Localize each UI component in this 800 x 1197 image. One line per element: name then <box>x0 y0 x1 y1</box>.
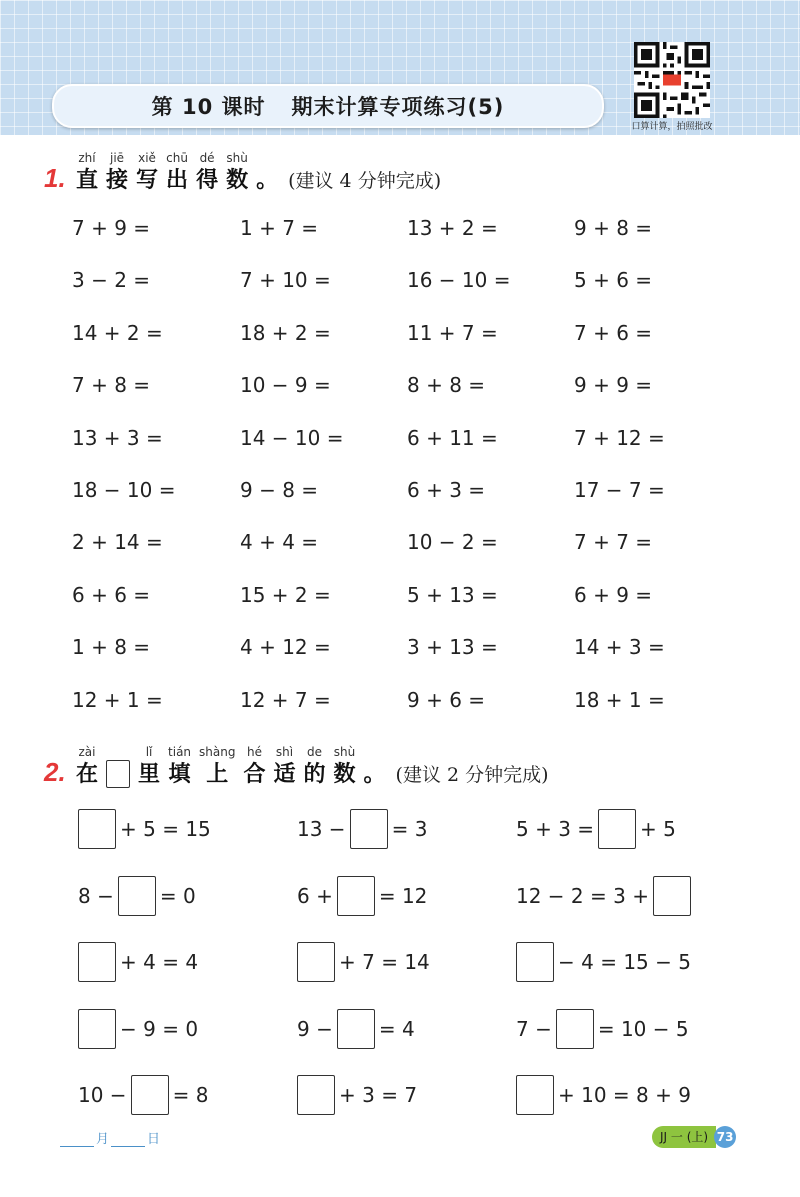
section1-title-char <box>166 150 188 196</box>
pinyin: lǐ <box>145 745 153 759</box>
calc-problem[interactable]: 4 + 12 = <box>240 635 331 660</box>
fill-blank-problem <box>78 875 196 917</box>
section-1-number: 1. <box>44 163 66 193</box>
hanzi: 直 <box>76 168 99 193</box>
calc-problem[interactable]: 18 + 2 = <box>240 320 331 345</box>
fill-blank-problem <box>78 808 211 850</box>
hanzi: 。 <box>256 168 279 193</box>
equation-text: 7 − <box>516 1016 552 1041</box>
qr-code-icon[interactable] <box>634 42 710 118</box>
fill-blank-problem <box>297 1074 417 1116</box>
hanzi: 合 <box>243 762 266 787</box>
section1-title-char <box>196 150 218 196</box>
equation-text: = 0 <box>159 883 196 908</box>
answer-box[interactable] <box>337 1009 375 1049</box>
section2-title-char <box>199 744 235 790</box>
answer-box[interactable] <box>516 942 554 982</box>
answer-box[interactable] <box>297 1075 335 1115</box>
lesson-label: 第 10 课时 <box>151 95 266 119</box>
calc-problem[interactable]: 7 + 12 = <box>574 425 665 450</box>
equation-text: = 12 <box>378 883 428 908</box>
fill-blank-problem <box>516 1008 689 1050</box>
answer-box[interactable] <box>78 942 116 982</box>
section-2-number: 2. <box>44 757 66 787</box>
answer-box[interactable] <box>350 809 388 849</box>
section1-title-char <box>136 150 158 196</box>
pinyin: xiě <box>138 151 156 165</box>
fill-blank-problem <box>297 808 427 850</box>
calc-problem[interactable]: 9 + 8 = <box>574 216 653 240</box>
hanzi: 的 <box>303 762 326 787</box>
section1-title-char <box>76 150 98 196</box>
fill-blank-problem <box>297 1008 415 1050</box>
hanzi: 填 <box>168 762 191 787</box>
calc-problem[interactable]: 7 + 6 = <box>574 320 653 345</box>
month-blank[interactable] <box>60 1132 94 1147</box>
month-label: 月 <box>96 1132 110 1147</box>
day-blank[interactable] <box>111 1132 145 1147</box>
calc-problem[interactable]: 9 − 8 = <box>240 478 319 502</box>
pinyin: jiē <box>109 151 125 165</box>
hanzi: 写 <box>136 168 159 193</box>
section-2-title <box>76 738 549 790</box>
answer-box[interactable] <box>516 1075 554 1115</box>
equation-text: 6 + <box>297 883 333 908</box>
hanzi: 数 <box>333 762 356 787</box>
section1-title-char <box>106 150 128 196</box>
equation-text: − 9 = 0 <box>120 1016 199 1041</box>
section2-title-char <box>168 744 191 790</box>
title-text: 期末计算专项练习(5) <box>291 95 505 119</box>
equation-text: = 4 <box>378 1016 415 1041</box>
calc-problem[interactable]: 5 + 6 = <box>574 268 653 293</box>
hanzi: 接 <box>106 168 129 193</box>
section2-title-char <box>138 744 160 790</box>
fill-blank-problem <box>516 875 695 917</box>
calc-problem[interactable]: 14 − 10 = <box>240 425 344 450</box>
fill-blank-problem <box>78 1074 208 1116</box>
equation-text: + 5 = 15 <box>120 817 211 841</box>
answer-box[interactable] <box>131 1075 169 1115</box>
equation-text: + 4 = 4 <box>120 950 199 974</box>
calc-problem[interactable]: 1 + 7 = <box>240 216 319 240</box>
equation-text: = 8 <box>172 1083 209 1107</box>
calc-problem[interactable]: 13 + 2 = <box>407 216 498 240</box>
calc-problem[interactable]: 7 + 9 = <box>72 216 151 240</box>
calc-problem[interactable]: 9 + 9 = <box>574 373 653 398</box>
equation-text: 8 − <box>78 883 114 908</box>
calc-problem[interactable]: 9 + 6 = <box>407 687 486 712</box>
hanzi: 数 <box>226 168 249 193</box>
pinyin: shì <box>275 745 294 759</box>
section-1-title <box>76 144 441 196</box>
date-field <box>58 1128 160 1147</box>
pinyin: de <box>307 745 322 759</box>
answer-box[interactable] <box>598 809 636 849</box>
calc-problem[interactable]: 7 + 8 = <box>72 373 151 398</box>
calc-problem[interactable]: 18 + 1 = <box>574 687 665 712</box>
fill-blank-problem <box>516 808 676 850</box>
page-number: 73 <box>714 1126 736 1148</box>
answer-box[interactable] <box>297 942 335 982</box>
calc-problem[interactable]: 5 + 13 = <box>407 582 498 607</box>
calc-problem[interactable]: 16 − 10 = <box>407 268 511 293</box>
pinyin: tián <box>168 745 192 759</box>
calc-problem[interactable]: 14 + 2 = <box>72 320 163 345</box>
page-badge <box>652 1126 736 1148</box>
pinyin: zhí <box>78 151 96 165</box>
equation-text: + 7 = 14 <box>339 950 430 974</box>
calc-problem[interactable]: 6 + 6 = <box>72 582 151 607</box>
section1-title-char <box>256 150 278 196</box>
fill-blank-problem <box>78 941 198 983</box>
fill-blank-problem <box>78 1008 198 1050</box>
pinyin: shàng <box>199 745 236 759</box>
pinyin: zài <box>78 745 96 759</box>
calc-problem[interactable]: 10 − 2 = <box>407 530 498 555</box>
day-label: 日 <box>147 1132 161 1147</box>
pinyin: hé <box>246 745 262 759</box>
hanzi: 在 <box>76 762 99 787</box>
answer-box[interactable] <box>337 876 375 916</box>
section2-title-char <box>76 744 98 790</box>
hanzi: 适 <box>273 762 296 787</box>
calc-problem[interactable]: 8 + 8 = <box>407 373 486 398</box>
hanzi: 。 <box>363 762 386 787</box>
hanzi: 上 <box>206 762 229 787</box>
calc-problem[interactable]: 6 + 11 = <box>407 425 498 450</box>
section2-title-char <box>243 744 265 790</box>
equation-text: 10 − <box>78 1083 127 1107</box>
hanzi: 出 <box>166 168 189 193</box>
fill-blank-problem <box>516 941 691 983</box>
calc-problem[interactable]: 6 + 3 = <box>407 478 486 502</box>
answer-box[interactable] <box>653 876 691 916</box>
calc-problem[interactable]: 13 + 3 = <box>72 425 163 450</box>
equation-text: − 4 = 15 − 5 <box>558 950 691 974</box>
calc-problem[interactable]: 11 + 7 = <box>407 320 498 345</box>
section1-title-char <box>226 150 248 196</box>
calc-problem[interactable]: 4 + 4 = <box>240 530 319 555</box>
calc-problem[interactable]: 7 + 7 = <box>574 530 653 555</box>
pinyin: chū <box>166 151 188 165</box>
pinyin: dé <box>199 151 215 165</box>
calc-problem[interactable]: 2 + 14 = <box>72 530 163 555</box>
equation-text: = 3 <box>391 817 428 841</box>
calc-problem[interactable]: 18 − 10 = <box>72 478 176 502</box>
page-title <box>52 84 604 128</box>
calc-problem[interactable]: 14 + 3 = <box>574 635 665 660</box>
answer-box[interactable] <box>556 1009 594 1049</box>
calc-problem[interactable]: 3 − 2 = <box>72 268 151 293</box>
hanzi: 得 <box>196 168 219 193</box>
calc-problem[interactable]: 17 − 7 = <box>574 478 665 502</box>
section2-title-char <box>273 744 295 790</box>
section2-title-char <box>106 744 130 790</box>
equation-text: + 3 = 7 <box>339 1083 418 1107</box>
fill-blank-problem <box>297 875 427 917</box>
fill-blank-problem <box>516 1074 691 1116</box>
equation-text: + 10 = 8 + 9 <box>558 1083 691 1107</box>
hanzi: 里 <box>138 762 161 787</box>
calc-problem[interactable]: 1 + 8 = <box>72 635 151 660</box>
calc-problem[interactable]: 12 + 1 = <box>72 687 163 712</box>
equation-text: 13 − <box>297 817 346 841</box>
pinyin: shù <box>226 151 248 165</box>
time-suggestion: (建议 4 分钟完成) <box>288 170 442 192</box>
calc-problem[interactable]: 12 + 7 = <box>240 687 331 712</box>
answer-box[interactable] <box>78 1009 116 1049</box>
equation-text: + 5 <box>640 817 676 841</box>
qr-caption: 口算计算，拍照批改 <box>631 122 713 132</box>
answer-box-sample <box>106 760 130 788</box>
time-suggestion: (建议 2 分钟完成) <box>395 764 549 786</box>
section2-title-char <box>334 744 356 790</box>
equation-text: 5 + 3 = <box>516 817 595 841</box>
section2-title-char <box>364 744 386 790</box>
section2-title-char <box>304 744 326 790</box>
equation-text: 12 − 2 = 3 + <box>516 883 649 908</box>
answer-box[interactable] <box>118 876 156 916</box>
edition-label: JJ 一 (上) <box>652 1126 716 1148</box>
answer-box[interactable] <box>78 809 116 849</box>
equation-text: = 10 − 5 <box>597 1016 689 1041</box>
equation-text: 9 − <box>297 1016 333 1041</box>
calc-problem[interactable]: 10 − 9 = <box>240 373 331 398</box>
calc-problem[interactable]: 3 + 13 = <box>407 635 498 660</box>
pinyin: shù <box>333 745 356 759</box>
calc-problem[interactable]: 6 + 9 = <box>574 582 653 607</box>
calc-problem[interactable]: 7 + 10 = <box>240 268 331 293</box>
calc-problem[interactable]: 15 + 2 = <box>240 582 331 607</box>
fill-blank-problem <box>297 941 430 983</box>
